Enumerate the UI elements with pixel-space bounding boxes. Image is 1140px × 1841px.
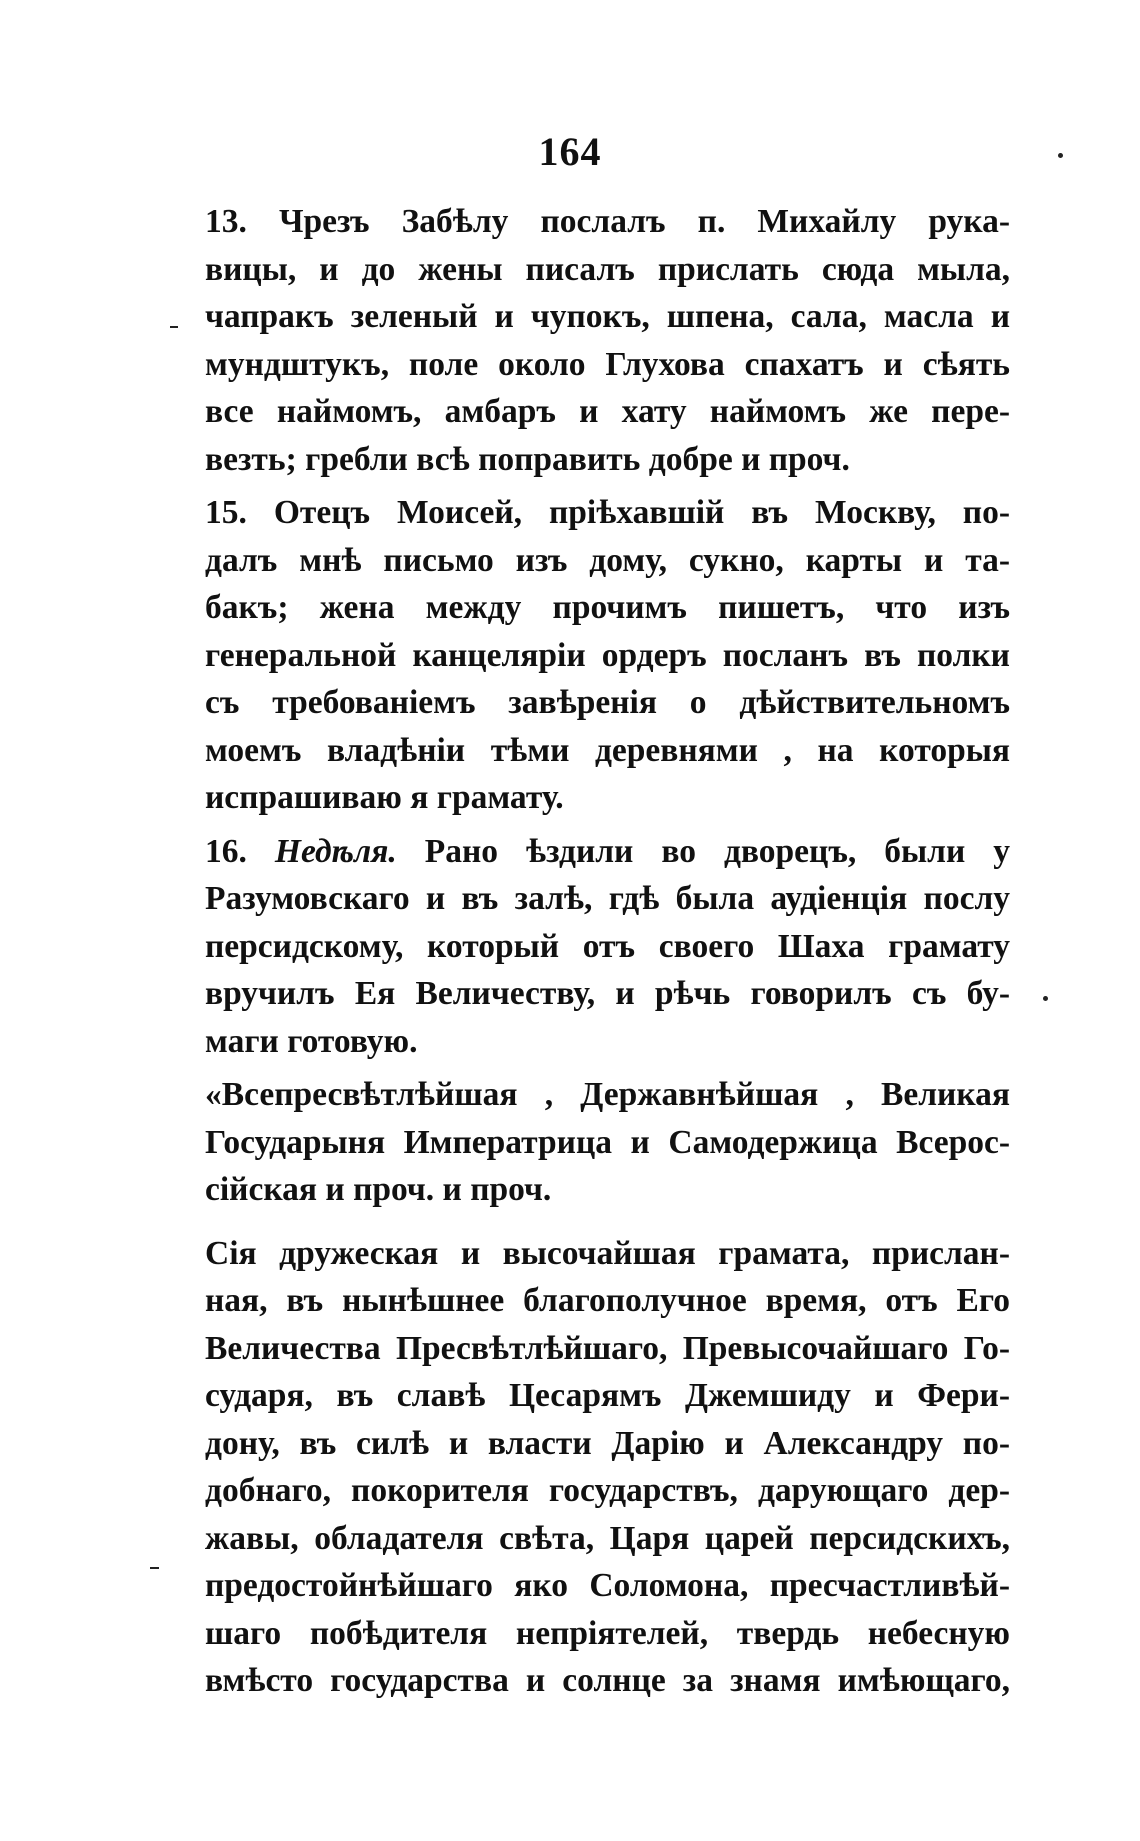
text-line: Величества Пресвѣтлѣйшаго, Превысочайшаго Го- — [205, 1329, 1010, 1367]
letter-salutation — [205, 1071, 1010, 1214]
text-line: сударя, въ славѣ Цесарямъ Джемшиду и Фери- — [205, 1377, 1010, 1414]
text-line: сійская и проч. и проч. — [205, 1171, 552, 1208]
text-line: вмѣсто государства и солнце за знамя имѣющаго, — [205, 1662, 1010, 1699]
text-line: предостойнѣйшаго яко Соломона, пресчастливѣй- — [205, 1567, 1010, 1604]
text-line: вицы, и до жены писалъ прислать сюда мыла, — [205, 250, 1010, 288]
text-line: Государыня Императрица и Самодержица Всерос- — [205, 1123, 1010, 1161]
text-line: Сія дружеская и высочайшая грамата, прислан- — [205, 1234, 1010, 1272]
text-line: 15. Отецъ Моисей, пріѣхавшій въ Москву, по- — [205, 494, 1010, 531]
text-line: «Всепресвѣтлѣйшая , Державнѣйшая , Великая — [205, 1076, 1010, 1113]
text-line: шаго побѣдителя непріятелей, твердь небесную — [205, 1614, 1010, 1652]
text-line: моемъ владѣніи тѣми деревнями , на которыя — [205, 731, 1010, 769]
paragraph-entry-13 — [205, 198, 1010, 483]
paragraph-entry-16 — [205, 828, 1010, 1066]
text-line: ная, въ нынѣшнее благополучное время, отъ Его — [205, 1282, 1010, 1319]
body-text — [205, 198, 1010, 1705]
text-line: дону, въ силѣ и власти Дарію и Александру по- — [205, 1424, 1010, 1462]
entry-number: 16. — [205, 832, 275, 870]
day-name: Недѣля. — [274, 832, 397, 870]
text-line: генеральной канцеляріи ордеръ посланъ въ полки — [205, 636, 1010, 674]
text-line — [205, 828, 1010, 876]
text-line: 13. Чрезъ Забѣлу послалъ п. Михайлу рука- — [205, 203, 1010, 240]
scan-speck — [170, 326, 178, 328]
entry-text: Рано ѣздили во дворецъ, были у — [396, 832, 1010, 870]
text-line: съ требованіемъ завѣренія о дѣйствительномъ — [205, 684, 1010, 721]
text-line: добнаго, покорителя государствъ, дарующаго дер- — [205, 1472, 1010, 1509]
text-line: везть; гребли всѣ поправить добре и проч. — [205, 440, 850, 478]
text-line: вручилъ Ея Величеству, и рѣчь говорилъ съ бу- — [205, 975, 1010, 1012]
text-line: персидскому, который отъ своего Шаха грамату — [205, 927, 1010, 965]
text-line: испрашиваю я грамату. — [205, 779, 564, 816]
text-line: чапракъ зеленый и чупокъ, шпена, сала, масла и — [205, 298, 1010, 335]
text-line: жавы, обладателя свѣта, Царя царей персидскихъ, — [205, 1519, 1010, 1557]
scan-speck — [150, 1567, 159, 1569]
scan-speck — [1058, 153, 1063, 158]
page-number: 164 — [538, 129, 602, 174]
text-line: далъ мнѣ письмо изъ дому, сукно, карты и та- — [205, 541, 1010, 579]
text-line: Разумовскаго и въ залѣ, гдѣ была аудіенція послу — [205, 880, 1010, 917]
paragraph-entry-15 — [205, 489, 1010, 822]
letter-body — [205, 1230, 1010, 1705]
text-line: все наймомъ, амбаръ и хату наймомъ же пере- — [205, 393, 1010, 430]
text-line: бакъ; жена между прочимъ пишетъ, что изъ — [205, 589, 1010, 626]
text-line: мундштукъ, поле около Глухова спахатъ и сѣять — [205, 345, 1010, 383]
scan-speck — [1043, 996, 1048, 1001]
text-line: маги готовую. — [205, 1022, 418, 1060]
